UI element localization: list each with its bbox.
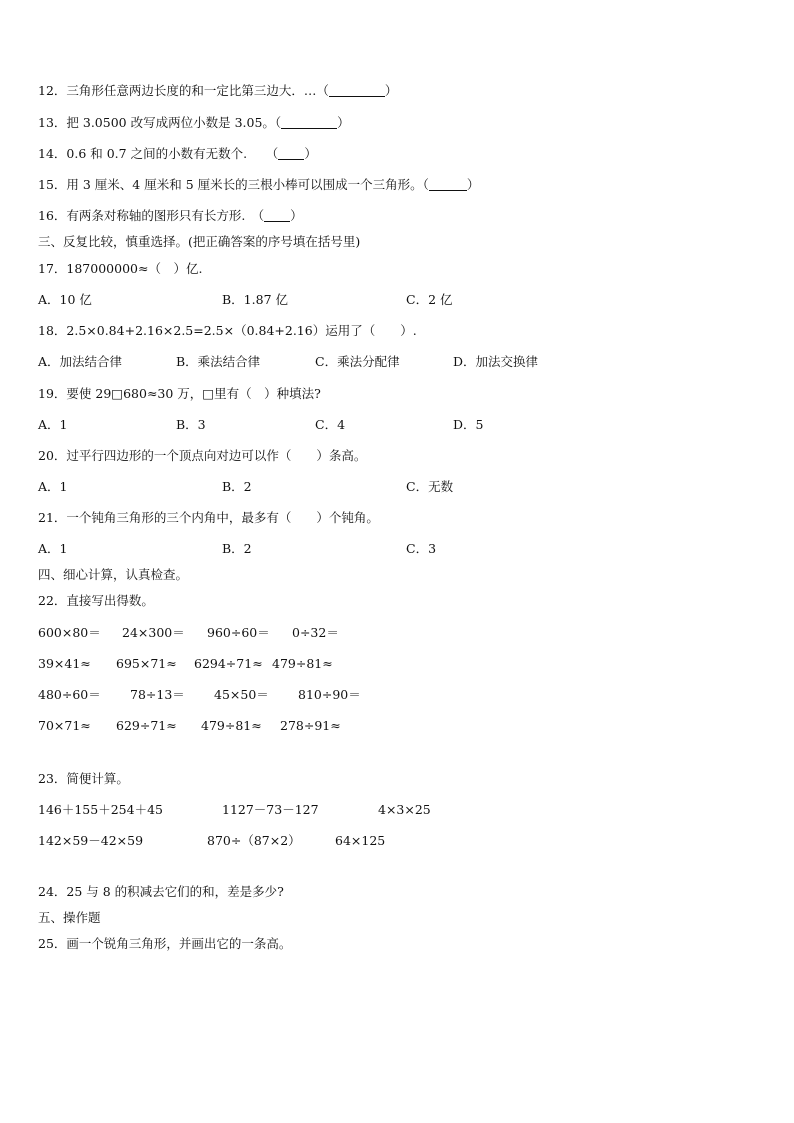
question-24: 24．25 与 8 的积减去它们的和，差是多少?	[38, 884, 284, 899]
calc-item: 142×59－42×59	[38, 833, 144, 848]
question-number: 16．	[38, 208, 67, 223]
option-a[interactable]: A．加法结合律	[38, 354, 123, 369]
calc-item: 480÷60＝	[38, 687, 101, 702]
option-c[interactable]: C．4	[315, 417, 346, 432]
answer-blank[interactable]	[429, 178, 467, 191]
option-a[interactable]: A．1	[38, 417, 68, 432]
question-14	[38, 146, 317, 162]
question-13	[38, 115, 350, 131]
question-19: 19．要使 29□680≈30 万，□里有（ ）种填法?	[38, 386, 321, 401]
option-b[interactable]: B．1.87 亿	[222, 292, 288, 307]
question-22: 22．直接写出得数。	[38, 593, 154, 608]
calc-item: 64×125	[335, 833, 386, 848]
calc-item: 4×3×25	[378, 802, 431, 817]
calc-item: 695×71≈	[116, 656, 177, 671]
answer-blank[interactable]	[281, 116, 337, 129]
calc-item: 39×41≈	[38, 656, 91, 671]
question-23: 23．简便计算。	[38, 771, 129, 786]
question-text: 把 3.0500 改写成两位小数是 3.05。（	[66, 115, 282, 130]
calc-item: 600×80＝	[38, 625, 101, 640]
calc-item: 70×71≈	[38, 718, 91, 733]
option-a[interactable]: A．10 亿	[38, 292, 92, 307]
question-text: 三角形任意两边长度的和一定比第三边大．…（	[66, 83, 329, 98]
question-25: 25．画一个锐角三角形，并画出它的一条高。	[38, 936, 292, 951]
calc-item: 960÷60＝	[207, 625, 270, 640]
calc-item: 6294÷71≈	[194, 656, 263, 671]
option-b[interactable]: B．3	[176, 417, 206, 432]
option-c[interactable]: C．3	[406, 541, 437, 556]
calc-item: 0÷32＝	[292, 625, 339, 640]
question-number: 14．	[38, 146, 67, 161]
question-18: 18．2.5×0.84+2.16×2.5=2.5×（0.84+2.16）运用了（ ）.	[38, 323, 417, 338]
close-paren: ）	[304, 146, 317, 161]
option-d[interactable]: D．5	[453, 417, 484, 432]
question-text: 用 3 厘米、4 厘米和 5 厘米长的三根小棒可以围成一个三角形。（	[66, 177, 429, 192]
question-21: 21．一个钝角三角形的三个内角中，最多有（ ）个钝角。	[38, 510, 379, 525]
answer-blank[interactable]	[329, 84, 385, 97]
option-a[interactable]: A．1	[38, 541, 68, 556]
calc-item: 810÷90＝	[298, 687, 361, 702]
question-number: 12．	[38, 83, 67, 98]
calc-item: 24×300＝	[122, 625, 185, 640]
question-17: 17．187000000≈（ ）亿.	[38, 261, 203, 276]
answer-blank[interactable]	[264, 209, 290, 222]
close-paren: ）	[290, 208, 303, 223]
question-text: 有两条对称轴的图形只有长方形. （	[66, 208, 265, 223]
close-paren: ）	[466, 177, 480, 192]
option-c[interactable]: C．乘法分配律	[315, 354, 400, 369]
section-3-heading: 三、反复比较，慎重选择。(把正确答案的序号填在括号里)	[38, 234, 361, 249]
question-number: 13．	[38, 115, 67, 130]
question-number: 15．	[38, 177, 67, 192]
option-a[interactable]: A．1	[38, 479, 68, 494]
question-12	[38, 83, 397, 99]
calc-item: 479÷81≈	[201, 718, 262, 733]
calc-item: 1127－73－127	[222, 802, 319, 817]
calc-item: 479÷81≈	[272, 656, 333, 671]
calc-item: 45×50＝	[214, 687, 269, 702]
close-paren: ）	[337, 115, 350, 130]
option-c[interactable]: C．2 亿	[406, 292, 453, 307]
close-paren: ）	[384, 83, 398, 98]
calc-item: 78÷13＝	[130, 687, 185, 702]
calc-item: 629÷71≈	[116, 718, 177, 733]
question-16	[38, 208, 303, 224]
option-b[interactable]: B．乘法结合律	[176, 354, 261, 369]
question-15	[38, 177, 479, 193]
question-20: 20．过平行四边形的一个顶点向对边可以作（ ）条高。	[38, 448, 367, 463]
calc-item: 146＋155＋254＋45	[38, 802, 163, 817]
option-b[interactable]: B．2	[222, 541, 252, 556]
question-text: 0.6 和 0.7 之间的小数有无数个. （	[66, 146, 279, 161]
option-c[interactable]: C．无数	[406, 479, 454, 494]
answer-blank[interactable]	[278, 147, 304, 160]
section-4-heading: 四、细心计算，认真检查。	[38, 567, 189, 582]
calc-item: 870÷（87×2）	[207, 833, 301, 848]
section-5-heading: 五、操作题	[38, 910, 101, 925]
option-b[interactable]: B．2	[222, 479, 252, 494]
option-d[interactable]: D．加法交换律	[453, 354, 539, 369]
calc-item: 278÷91≈	[280, 718, 341, 733]
